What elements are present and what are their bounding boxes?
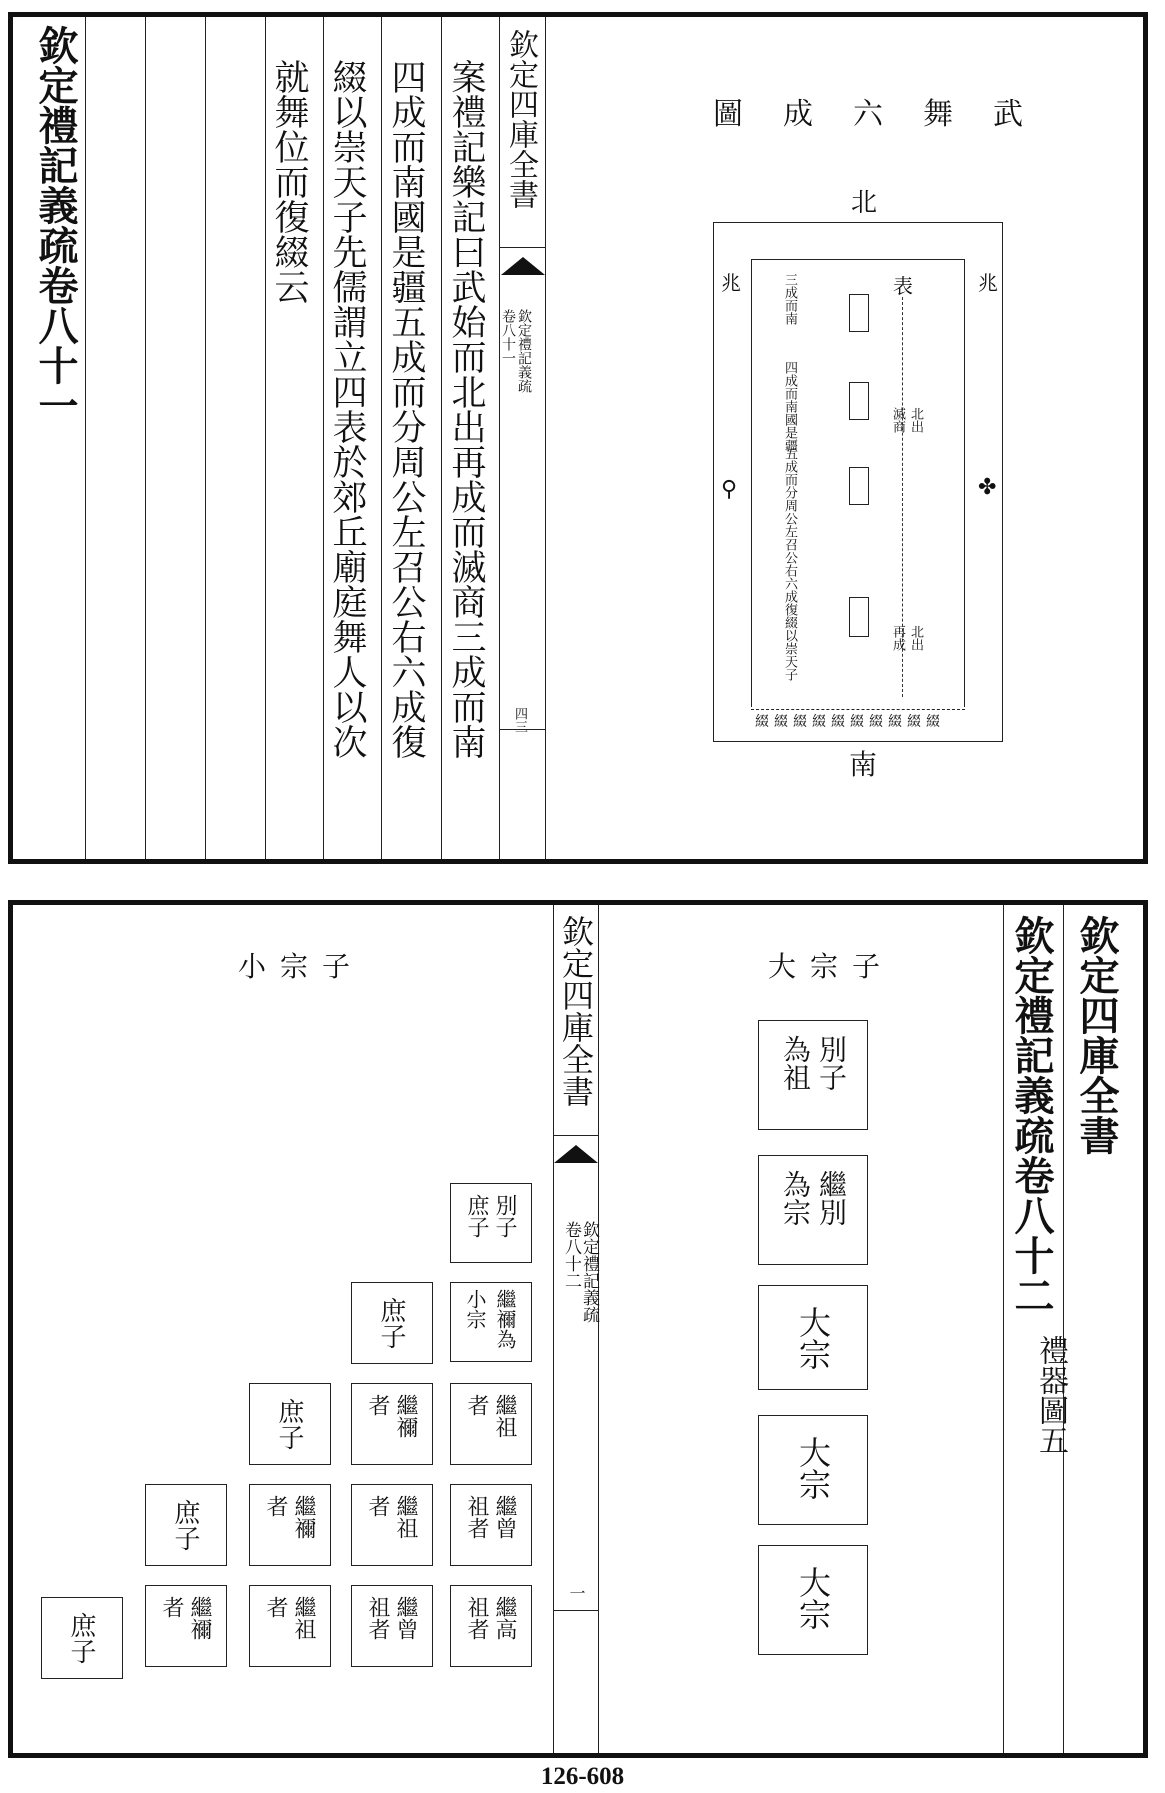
box-text: 大宗 (794, 1306, 832, 1370)
column-rule (1003, 905, 1004, 1753)
box-text: 為宗 (779, 1170, 812, 1226)
xiao-zong-box (249, 1383, 331, 1465)
xiao-zong-box (351, 1383, 433, 1465)
fold-rule (500, 247, 545, 248)
zhui-row (755, 711, 945, 731)
box-text: 庶子 (170, 1499, 200, 1551)
box-text: 者 (365, 1495, 390, 1517)
da-zong-box (758, 1415, 868, 1525)
xiao-zong-box (450, 1282, 532, 1362)
box-text: 為祖 (779, 1035, 812, 1091)
dancer-marker (849, 382, 869, 420)
side-mark: 再成 (890, 625, 905, 651)
zhui-mark: 綴 (850, 714, 869, 730)
da-zong-box (758, 1545, 868, 1655)
box-text: 繼禰 (187, 1596, 212, 1640)
dancer-marker (849, 597, 869, 637)
zhui-mark: 綴 (926, 714, 945, 730)
box-text: 別子 (815, 1035, 848, 1091)
zhao-right-label: 兆 (978, 271, 998, 295)
zhao-left-label: 兆 (721, 271, 741, 295)
xiao-zong-box (450, 1383, 532, 1465)
north-mark: 北 (851, 188, 878, 218)
zhui-mark: 綴 (755, 714, 774, 730)
dance-line (751, 709, 965, 710)
column-rule (85, 17, 86, 859)
ornament-icon: ⚲ (721, 477, 738, 502)
box-text: 庶子 (376, 1297, 406, 1349)
column-rule (205, 17, 206, 859)
box-text: 繼祖 (291, 1596, 316, 1640)
xiao-zong-box (145, 1484, 227, 1566)
xiao-zong-box (249, 1484, 331, 1566)
box-text: 者 (365, 1394, 390, 1416)
da-zong-box (758, 1020, 868, 1130)
column-rule (545, 17, 546, 859)
box-text: 者 (159, 1596, 184, 1618)
center-header: 欽定四庫全書 (557, 915, 595, 1107)
xiao-zong-box (351, 1585, 433, 1667)
da-zong-title: 大宗子 (768, 950, 895, 983)
xiao-zong-box (450, 1484, 532, 1566)
figure-title: 武舞六成圖 (713, 97, 1063, 132)
box-text: 繼高 (492, 1596, 517, 1640)
fish-tail-icon (501, 257, 545, 275)
text-column-4: 就舞位而復綴云 (269, 59, 309, 304)
box-text: 祖者 (464, 1596, 489, 1640)
volume-title: 欽定禮記義疏卷八十一 (32, 25, 79, 425)
zhui-mark: 綴 (831, 714, 850, 730)
section-title: 禮器圖五 (1033, 1335, 1068, 1455)
zhui-mark: 綴 (888, 714, 907, 730)
box-text: 者 (464, 1394, 489, 1416)
xiao-zong-box (450, 1585, 532, 1667)
dancer-marker (849, 294, 869, 332)
text-column-2: 四成而南國是疆五成而分周公左召公右六成復 (386, 59, 426, 759)
page-number: 126-608 (540, 1763, 625, 1790)
dancer-marker (849, 467, 869, 505)
center-page-number: 四三 (512, 707, 527, 733)
box-text: 庶子 (464, 1194, 489, 1238)
xiao-zong-box (145, 1585, 227, 1667)
column-rule (1063, 905, 1064, 1753)
text-column-3: 綴以崇天子先儒謂立四表於郊丘廟庭舞人以次 (327, 59, 367, 759)
lower-page (8, 900, 1148, 1758)
box-text: 繼禰 (291, 1495, 316, 1539)
box-text: 繼曾 (393, 1596, 418, 1640)
xiao-zong-title: 小宗子 (238, 950, 365, 983)
center-subtitle: 欽定禮記義疏 (516, 309, 532, 393)
column-rule (145, 17, 146, 859)
zhui-mark: 綴 (812, 714, 831, 730)
box-text: 大宗 (794, 1436, 832, 1500)
volume-title: 欽定禮記義疏卷八十二 (1008, 915, 1055, 1315)
column-rule (323, 17, 324, 859)
box-text: 別子 (492, 1194, 517, 1238)
stage-label-5: 五成而分周公左召公右 (782, 447, 797, 577)
box-text: 庶子 (66, 1612, 96, 1664)
fold-rule (553, 1135, 598, 1136)
center-page-number: 一 (567, 1585, 586, 1601)
xiao-zong-box (351, 1484, 433, 1566)
fold-rule (598, 905, 599, 1753)
xiao-zong-box (41, 1597, 123, 1679)
fold-rule (500, 729, 545, 730)
xiao-zong-box (450, 1183, 532, 1263)
column-rule (381, 17, 382, 859)
center-header: 欽定四庫全書 (503, 29, 538, 209)
box-text: 繼禰為 (493, 1289, 517, 1349)
xiao-zong-box (249, 1585, 331, 1667)
zhui-mark: 綴 (793, 714, 812, 730)
fish-tail-icon (554, 1145, 598, 1163)
stage-label-3: 三成而南 (782, 273, 797, 325)
south-label: 南 (849, 748, 878, 781)
box-text: 繼禰 (393, 1394, 418, 1438)
center-volume: 卷八十二 (561, 1221, 581, 1289)
biao-label: 表 (893, 274, 913, 298)
side-mark: 北出 (908, 625, 923, 651)
stage-label-4: 四成而南國是疆 (782, 361, 797, 452)
da-zong-box (758, 1285, 868, 1390)
stage-label-6: 六成復綴以崇天子 (782, 577, 797, 681)
zhui-mark: 綴 (774, 714, 793, 730)
text-column-1: 案禮記樂記曰武始而北出再成而滅商三成而南 (446, 59, 486, 759)
box-text: 繼別 (815, 1170, 848, 1226)
da-zong-box (758, 1155, 868, 1265)
side-mark: 北出 (908, 407, 923, 433)
ornament-icon: ✤ (978, 475, 997, 500)
column-rule (441, 17, 442, 859)
column-rule (499, 17, 500, 859)
zhui-mark: 綴 (869, 714, 888, 730)
fold-rule (553, 905, 554, 1753)
box-text: 祖者 (365, 1596, 390, 1640)
column-rule (265, 17, 266, 859)
upper-page (8, 12, 1148, 864)
book-header: 欽定四庫全書 (1073, 915, 1120, 1155)
center-subtitle: 欽定禮記義疏 (579, 1221, 599, 1323)
box-text: 庶子 (274, 1398, 304, 1450)
box-text: 大宗 (794, 1566, 832, 1630)
box-text: 繼曾 (492, 1495, 517, 1539)
box-text: 祖者 (464, 1495, 489, 1539)
zhui-mark: 綴 (907, 714, 926, 730)
xiao-zong-box (351, 1282, 433, 1364)
box-text: 繼祖 (492, 1394, 517, 1438)
box-text: 者 (263, 1495, 288, 1517)
side-mark: 滅商 (890, 407, 905, 433)
box-text: 繼祖 (393, 1495, 418, 1539)
box-text: 者 (263, 1596, 288, 1618)
center-volume: 卷八十一 (500, 309, 516, 365)
fold-rule (553, 1610, 598, 1611)
box-text: 小宗 (463, 1289, 487, 1329)
